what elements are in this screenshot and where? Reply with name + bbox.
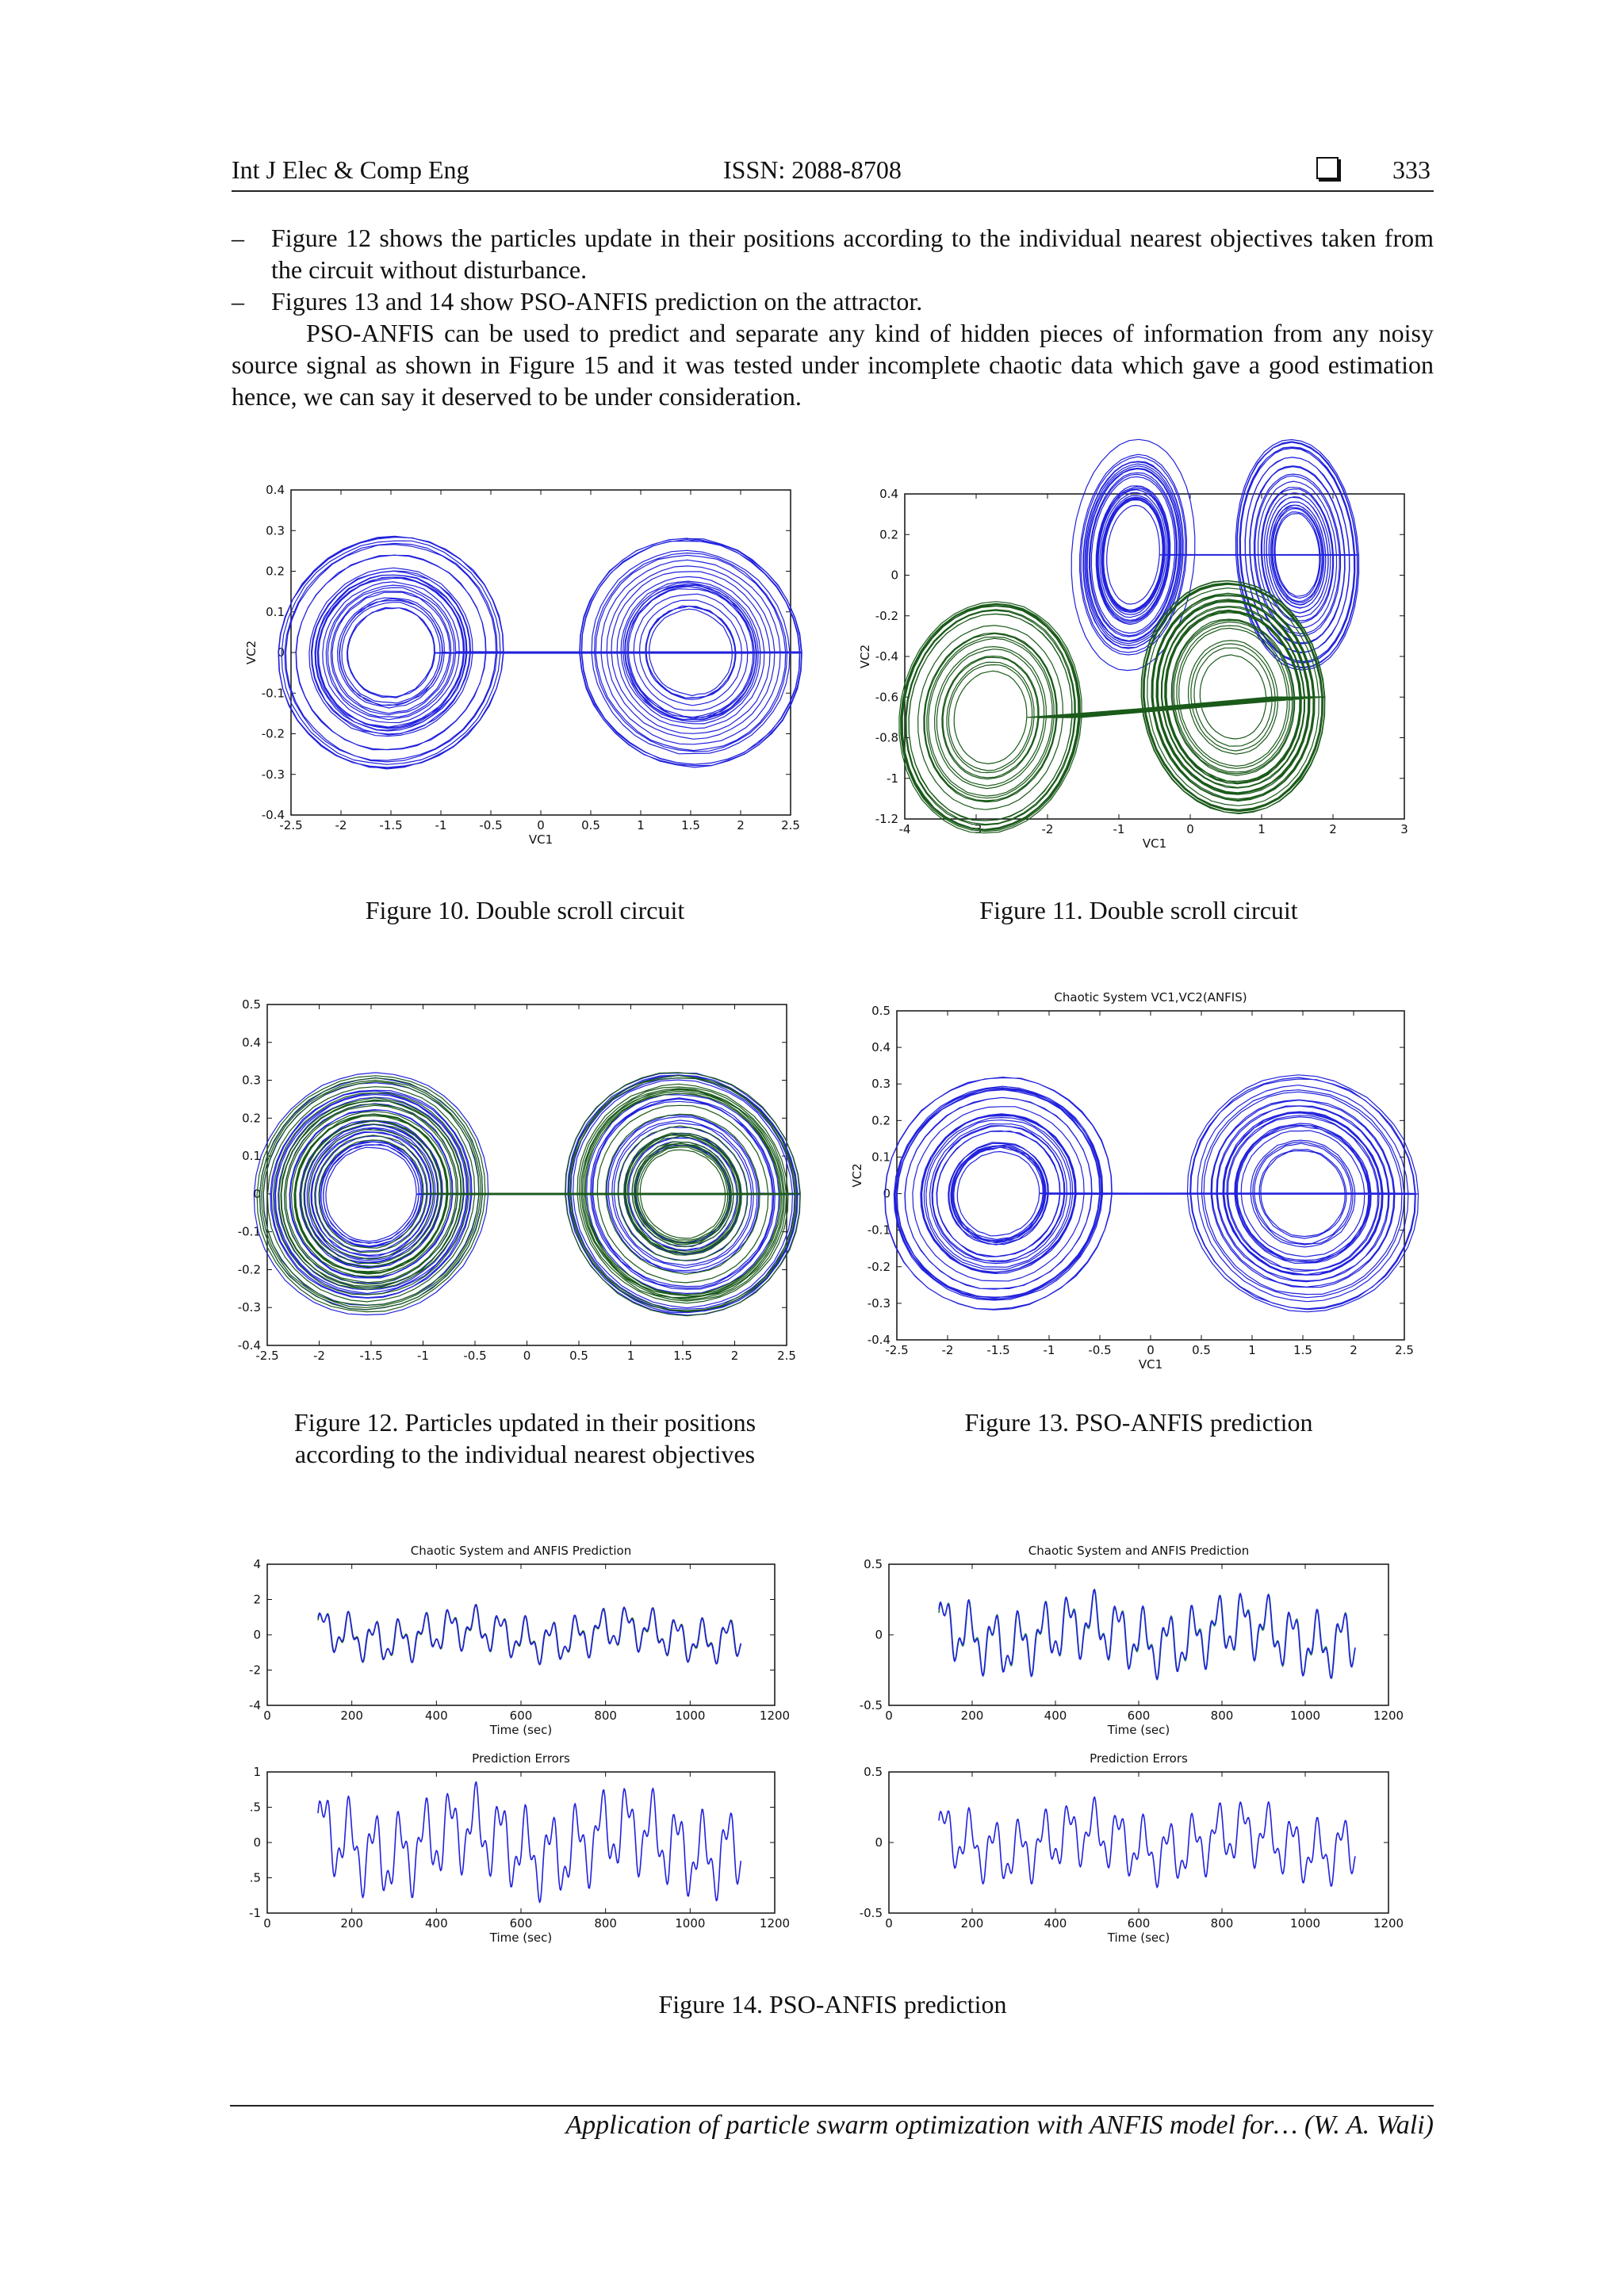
y-tick-label: 0.1 [242, 1149, 261, 1164]
x-tick-label: 1000 [675, 1916, 706, 1931]
y-tick-label: 0 [253, 1186, 261, 1201]
x-tick-label: 2 [1329, 822, 1337, 836]
x-tick-label: 2.5 [1395, 1343, 1414, 1357]
x-axis-label: VC1 [1142, 836, 1167, 851]
x-tick-label: -1.5 [986, 1343, 1010, 1357]
footer-rule [230, 2105, 1434, 2107]
x-tick-label: -2.5 [279, 818, 303, 832]
x-tick-label: 0.5 [1192, 1343, 1211, 1357]
square-icon [1316, 157, 1339, 179]
chart-title: Chaotic System VC1,VC2(ANFIS) [1054, 990, 1247, 1004]
x-tick-label: 1 [626, 1349, 635, 1363]
figure-12-caption-line: according to the individual nearest objectives [294, 1440, 756, 1468]
x-tick-label: 1200 [1373, 1709, 1404, 1723]
x-tick-label: 800 [594, 1709, 617, 1723]
y-tick-label: 1 [253, 1765, 261, 1779]
x-tick-label: 200 [960, 1709, 984, 1723]
x-tick-label: -2 [1041, 822, 1054, 836]
y-axis-label: VC2 [244, 640, 259, 665]
y-tick-label: -1 [887, 771, 898, 786]
figure-12-caption [232, 1406, 818, 1470]
y-tick-label: 0.5 [871, 1004, 891, 1018]
chart-title: Prediction Errors [472, 1751, 570, 1766]
y-tick-label: 0.3 [266, 523, 285, 538]
x-tick-label: -0.5 [1088, 1343, 1112, 1357]
y-tick-label: -0.4 [261, 808, 285, 822]
figure-12-caption-line: Figure 12. Particles updated in their positions [293, 1408, 756, 1437]
figure-14b-chart [232, 1740, 802, 1954]
x-tick-label: 800 [1210, 1916, 1234, 1931]
x-tick-label: 400 [1044, 1709, 1067, 1723]
y-tick-label: .5 [249, 1800, 261, 1815]
y-tick-label: 0.4 [242, 1035, 261, 1050]
x-tick-label: 1 [1258, 822, 1266, 836]
plot-frame [897, 1011, 1404, 1340]
x-tick-label: 200 [340, 1916, 363, 1931]
y-tick-label: 0.2 [266, 564, 285, 579]
bullet-item [232, 222, 1434, 285]
page-header [232, 155, 1434, 192]
y-tick-label: 0 [875, 1628, 883, 1642]
chart-title: Chaotic System and ANFIS Prediction [1028, 1544, 1250, 1558]
bullet-mark: – [232, 224, 244, 252]
body-text [232, 222, 1434, 412]
journal-name: Int J Elec & Comp Eng [232, 155, 469, 184]
y-tick-label: 0 [253, 1628, 261, 1642]
x-tick-label: 0 [1147, 1343, 1155, 1357]
x-axis-label: Time (sec) [1107, 1931, 1170, 1945]
x-tick-label: 0.5 [569, 1349, 588, 1363]
y-tick-label: -1 [249, 1906, 261, 1920]
figure-14a-chart [232, 1534, 802, 1737]
x-tick-label: 600 [1127, 1709, 1151, 1723]
chart-title: Prediction Errors [1090, 1751, 1188, 1766]
x-tick-label: 1000 [1289, 1709, 1321, 1723]
y-tick-label: -0.3 [237, 1300, 261, 1315]
x-tick-label: -1 [435, 818, 447, 832]
x-tick-label: 2.5 [777, 1349, 796, 1363]
y-tick-label: -0.2 [867, 1259, 891, 1274]
figure-14d-chart [845, 1740, 1416, 1954]
x-tick-label: 600 [509, 1916, 533, 1931]
x-tick-label: 400 [425, 1709, 448, 1723]
x-axis-label: VC1 [528, 832, 553, 847]
y-tick-label: -2 [249, 1663, 261, 1678]
figure-12-chart [232, 995, 818, 1376]
x-tick-label: -4 [898, 822, 911, 836]
figure-11-caption: Figure 11. Double scroll circuit [979, 896, 1298, 924]
bullet-mark: – [232, 287, 244, 316]
x-tick-label: 0 [885, 1916, 893, 1931]
x-tick-label: 1200 [1373, 1916, 1404, 1931]
x-tick-label: -2.5 [885, 1343, 909, 1357]
figure-13-caption: Figure 13. PSO-ANFIS prediction [964, 1408, 1313, 1437]
x-tick-label: 1 [1248, 1343, 1256, 1357]
x-tick-label: 3 [1400, 822, 1408, 836]
y-tick-label: -0.1 [261, 686, 285, 701]
figure-14c-chart [845, 1534, 1416, 1737]
y-tick-label: 0.4 [266, 483, 285, 497]
x-tick-label: 400 [1044, 1916, 1067, 1931]
y-axis-label: VC2 [858, 644, 872, 669]
x-axis-label: Time (sec) [1107, 1723, 1170, 1737]
x-tick-label: -2 [313, 1349, 325, 1363]
y-tick-label: -0.5 [859, 1906, 883, 1920]
y-tick-label: 0 [891, 568, 898, 583]
page-number: 333 [1392, 155, 1431, 184]
x-tick-label: 600 [1127, 1916, 1151, 1931]
y-tick-label: 0.3 [871, 1077, 891, 1092]
y-tick-label: -0.5 [859, 1698, 883, 1712]
y-tick-label: 0.5 [242, 997, 261, 1012]
x-tick-label: 1.5 [673, 1349, 692, 1363]
y-tick-label: -0.3 [261, 767, 285, 782]
paragraph: PSO-ANFIS can be used to predict and separate any kind of hidden pieces of information from any noisy source signal as shown in Figure 15 and it was tested under incomplete chaotic data which gave a good estimation hence, we can say it deserved to be under consideration. [232, 319, 1434, 411]
x-tick-label: 2 [1350, 1343, 1358, 1357]
x-tick-label: 800 [594, 1916, 617, 1931]
y-tick-label: -0.2 [237, 1262, 261, 1277]
page-footer: Application of particle swarm optimization with ANFIS model for… (W. A. Wali) [565, 2110, 1434, 2140]
y-tick-label: 0.4 [871, 1040, 891, 1055]
x-tick-label: 600 [509, 1709, 533, 1723]
y-tick-label: 0.2 [879, 527, 898, 542]
x-tick-label: 2.5 [781, 818, 800, 832]
x-tick-label: 1200 [759, 1916, 791, 1931]
x-tick-label: 0 [523, 1349, 531, 1363]
x-tick-label: 0 [537, 818, 545, 832]
y-tick-label: 0 [253, 1835, 261, 1850]
x-tick-label: 1000 [675, 1709, 706, 1723]
y-tick-label: -0.2 [261, 726, 285, 741]
y-tick-label: 0.5 [864, 1765, 883, 1779]
y-tick-label: -0.1 [867, 1223, 891, 1238]
y-tick-label: 0 [875, 1835, 883, 1850]
x-tick-label: -3 [970, 822, 982, 836]
x-tick-label: 400 [425, 1916, 448, 1931]
y-tick-label: -0.8 [875, 730, 898, 745]
x-tick-label: 1.5 [1293, 1343, 1312, 1357]
y-tick-label: -0.4 [875, 649, 898, 664]
x-tick-label: -2 [335, 818, 347, 832]
x-tick-label: 1 [637, 818, 645, 832]
y-axis-label: VC2 [850, 1163, 864, 1188]
x-tick-label: -2.5 [255, 1349, 279, 1363]
x-tick-label: -2 [941, 1343, 954, 1357]
y-tick-label: -0.4 [867, 1333, 891, 1347]
x-tick-label: -1.5 [379, 818, 403, 832]
y-tick-label: 2 [253, 1592, 261, 1607]
y-tick-label: -0.3 [867, 1295, 891, 1311]
y-tick-label: 0.2 [242, 1111, 261, 1126]
figure-11-chart [845, 480, 1432, 868]
y-tick-label: 0.4 [879, 487, 898, 501]
x-tick-label: 1000 [1289, 1916, 1321, 1931]
x-tick-label: 0 [1186, 822, 1194, 836]
x-tick-label: 0 [263, 1709, 271, 1723]
x-tick-label: 800 [1210, 1709, 1234, 1723]
y-tick-label: 0.1 [871, 1150, 891, 1165]
x-tick-label: 200 [960, 1916, 984, 1931]
y-tick-label: -0.1 [237, 1224, 261, 1239]
x-tick-label: -0.5 [463, 1349, 487, 1363]
y-tick-label: -0.6 [875, 690, 898, 705]
x-tick-label: 2 [737, 818, 745, 832]
y-tick-label: 0 [883, 1186, 891, 1201]
x-axis-label: Time (sec) [489, 1931, 553, 1945]
figure-14-caption: Figure 14. PSO-ANFIS prediction [658, 1990, 1007, 2019]
x-tick-label: -1 [417, 1349, 429, 1363]
x-axis-label: VC1 [1138, 1357, 1163, 1372]
y-tick-label: -0.4 [237, 1338, 261, 1353]
x-tick-label: 1.5 [681, 818, 700, 832]
x-tick-label: 2 [730, 1349, 739, 1363]
chart-title: Chaotic System and ANFIS Prediction [410, 1544, 632, 1558]
bullet-text: Figures 13 and 14 show PSO-ANFIS prediction on the attractor. [271, 287, 923, 316]
y-tick-label: 0.2 [871, 1113, 891, 1128]
y-tick-label: -4 [249, 1698, 261, 1712]
x-tick-label: 0 [885, 1709, 893, 1723]
x-tick-label: 200 [340, 1709, 363, 1723]
figure-13-chart [845, 987, 1432, 1376]
x-tick-label: -0.5 [479, 818, 503, 832]
y-tick-label: 0.5 [864, 1557, 883, 1571]
x-tick-label: 1200 [759, 1709, 791, 1723]
x-axis-label: Time (sec) [489, 1723, 553, 1737]
y-tick-label: -0.2 [875, 608, 898, 623]
figure-10-caption: Figure 10. Double scroll circuit [365, 896, 685, 924]
figure-10-chart [232, 476, 818, 864]
bullet-item [232, 285, 1434, 317]
y-tick-label: 0.3 [242, 1073, 261, 1088]
y-tick-label: -1.2 [875, 812, 898, 826]
y-tick-label: 0.1 [266, 604, 285, 619]
issn: ISSN: 2088-8708 [723, 155, 902, 184]
y-tick-label: 4 [253, 1557, 261, 1571]
x-tick-label: -1 [1113, 822, 1125, 836]
x-tick-label: 0 [263, 1916, 271, 1931]
x-tick-label: -1 [1043, 1343, 1055, 1357]
y-tick-label: .5 [249, 1870, 261, 1885]
x-tick-label: -1.5 [359, 1349, 383, 1363]
y-tick-label: 0 [277, 645, 285, 660]
x-tick-label: 0.5 [581, 818, 600, 832]
bullet-text: Figure 12 shows the particles update in their positions according to the individual nearest objectives taken from the circuit without disturbance. [271, 224, 1434, 284]
